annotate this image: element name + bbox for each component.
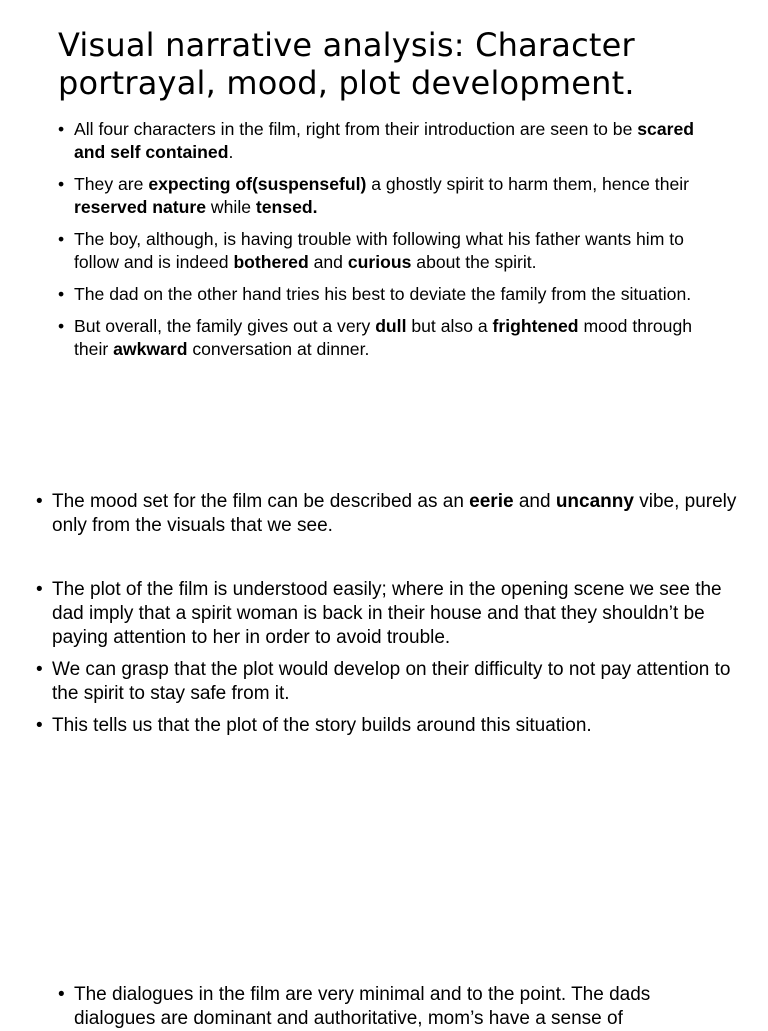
list-item: • The dialogues in the film are very minimal and to the point. The dads dialogues are dominant and authoritative, mom’s have a sense of — [74, 983, 734, 1031]
bold-phrase: eerie — [469, 491, 514, 512]
bold-phrase: bothered — [233, 252, 309, 272]
bold-phrase: awkward — [113, 339, 188, 359]
bold-phrase: frightened — [492, 316, 579, 336]
plot-list — [52, 578, 752, 746]
list-item: • The dad on the other hand tries his best to deviate the family from the situation. — [74, 283, 724, 306]
list-item: • The boy, although, is having trouble with following what his father wants him to follow and is indeed bothered and curious about the spirit. — [74, 228, 724, 274]
bold-phrase: expecting of(suspenseful) — [148, 174, 367, 194]
bold-phrase: scared and self contained — [74, 119, 694, 162]
page-title: Visual narrative analysis: Character portrayal, mood, plot development. — [58, 26, 635, 102]
bold-phrase: dull — [375, 316, 407, 336]
list-item: • We can grasp that the plot would develop on their difficulty to not pay attention to the spirit to stay safe from it. — [52, 658, 752, 706]
list-item: • But overall, the family gives out a very dull but also a frightened mood through their awkward conversation at dinner. — [74, 315, 724, 361]
bold-phrase: tensed. — [255, 197, 318, 217]
list-item: • They are expecting of(suspenseful) a ghostly spirit to harm them, hence their reserved nature while tensed. — [74, 173, 724, 219]
list-item: • All four characters in the film, right from their introduction are seen to be scared and self contained. — [74, 118, 724, 164]
bold-phrase: curious — [347, 252, 412, 272]
bold-phrase: reserved nature — [74, 197, 207, 217]
list-item: • The plot of the film is understood easily; where in the opening scene we see the dad imply that a spirit woman is back in their house and that they shouldn’t be paying attention to her in order to avoid trouble. — [52, 578, 752, 650]
list-item: • The mood set for the film can be described as an eerie and uncanny vibe, purely only from the visuals that we see. — [52, 490, 752, 538]
mood-list — [52, 490, 752, 538]
character-portrayal-list — [74, 118, 724, 370]
list-item: • This tells us that the plot of the story builds around this situation. — [52, 714, 752, 738]
bold-phrase: uncanny — [555, 491, 634, 512]
